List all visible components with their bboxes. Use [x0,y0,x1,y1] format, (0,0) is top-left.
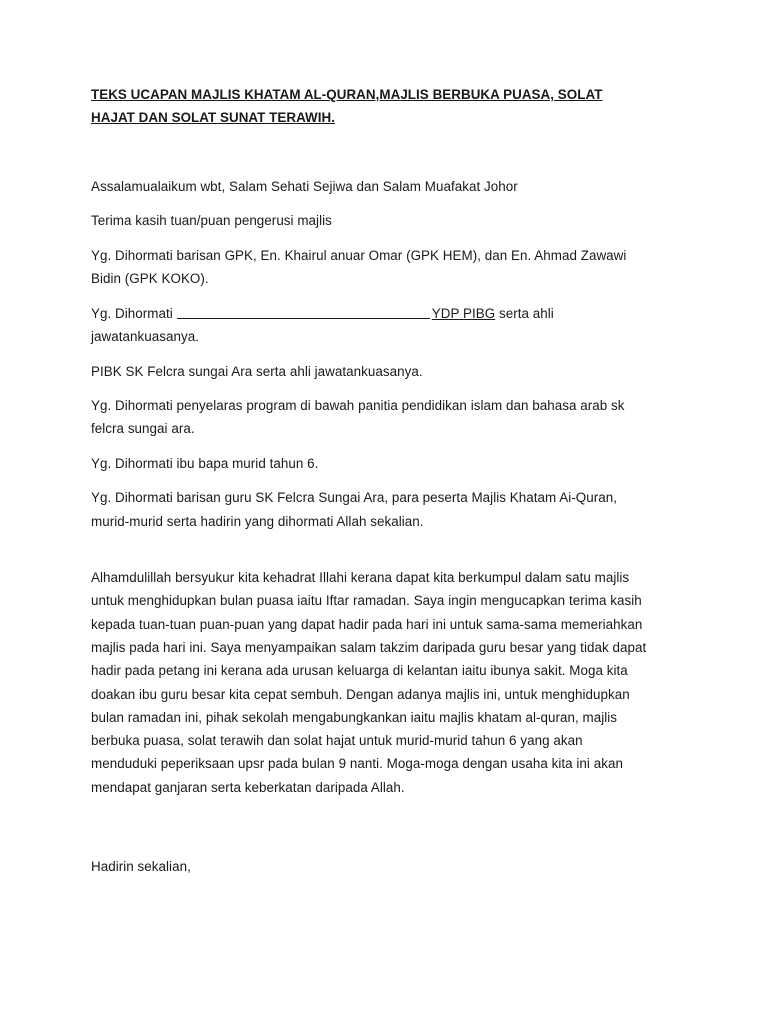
main-line-9: menduduki peperiksaan upsr pada bulan 9 nanti. Moga-moga dengan usaha kita ini akan [91,756,623,772]
spacer [91,544,691,566]
title-line-1: TEKS UCAPAN MAJLIS KHATAM AL-QURAN,MAJLIS BERBUKA PUASA, SOLAT [91,87,603,102]
ibubapa-paragraph [91,452,691,475]
ibubapa-line: Yg. Dihormati ibu bapa murid tahun 6. [91,455,319,471]
guru-line-1: Yg. Dihormati barisan guru SK Felcra Sungai Ara, para peserta Majlis Khatam Ai-Quran, [91,490,617,506]
closing-line: Hadirin sekalian, [91,859,191,875]
ydp-prefix: Yg. Dihormati [91,305,173,321]
penyelaras-line-1: Yg. Dihormati penyelaras program di bawah panitia pendidikan islam dan bahasa arab sk [91,398,625,414]
spacer [91,833,691,855]
ydp-suffix: serta ahli [495,305,554,321]
main-line-7: bulan ramadan ini, pihak sekolah mengabungkankan iaitu majlis khatam al-quran, majlis [91,709,618,725]
pibk-line: PIBK SK Felcra sungai Ara serta ahli jawatankuasanya. [91,363,423,379]
main-line-2: untuk menghidupkan bulan puasa iaitu Iftar ramadan. Saya ingin mengucapkan terima kasih [91,593,642,609]
closing-paragraph [91,855,691,878]
ydp-line-2: jawatankuasanya. [91,329,199,345]
main-line-4: majlis pada hari ini. Saya menyampaikan salam takzim daripada guru besar yang tidak dapat [91,639,647,655]
main-line-6: doakan ibu guru besar kita cepat sembuh. Dengan adanya majlis ini, untuk menghidupkan [91,686,630,702]
ydp-line-1 [91,302,691,325]
main-paragraph [91,566,691,799]
gpk-line-1: Yg. Dihormati barisan GPK, En. Khairul anuar Omar (GPK HEM), dan En. Ahmad Zawawi [91,247,627,263]
title-line-2: HAJAT DAN SOLAT SUNAT TERAWIH. [91,109,336,125]
name-blank-line [177,304,430,319]
chair-line: Terima kasih tuan/puan pengerusi majlis [91,213,332,229]
penyelaras-line-2: felcra sungai ara. [91,421,195,437]
pibk-paragraph [91,360,691,383]
main-line-10: mendapat ganjaran serta keberkatan daripada Allah. [91,779,405,795]
greeting-line: Assalamualaikum wbt, Salam Sehati Sejiwa dan Salam Muafakat Johor [91,179,518,194]
document-body [91,175,691,890]
gpk-line-2: Bidin (GPK KOKO). [91,271,209,287]
gpk-paragraph [91,244,691,291]
document-title [91,84,691,129]
ydp-role: YDP PIBG [431,305,496,321]
guru-line-2: murid-murid serta hadirin yang dihormati Allah sekalian. [91,513,424,529]
penyelaras-paragraph [91,394,691,441]
main-line-8: berbuka puasa, solat terawih dan solat hajat untuk murid-murid tahun 6 yang akan [91,733,583,749]
chair-paragraph [91,209,691,232]
spacer [91,810,691,833]
ydp-paragraph [91,302,691,349]
main-line-5: hadir pada petang ini kerana ada urusan keluarga di kelantan iaitu ibunya sakit. Moga kita [91,663,628,679]
guru-paragraph [91,486,691,533]
greeting-paragraph [91,175,691,198]
main-line-3: kepada tuan-tuan puan-puan yang dapat hadir pada hari ini untuk sama-sama memeriahkan [91,616,643,632]
main-line-1: Alhamdulillah bersyukur kita kehadrat Illahi kerana dapat kita berkumpul dalam satu majlis [91,570,630,586]
